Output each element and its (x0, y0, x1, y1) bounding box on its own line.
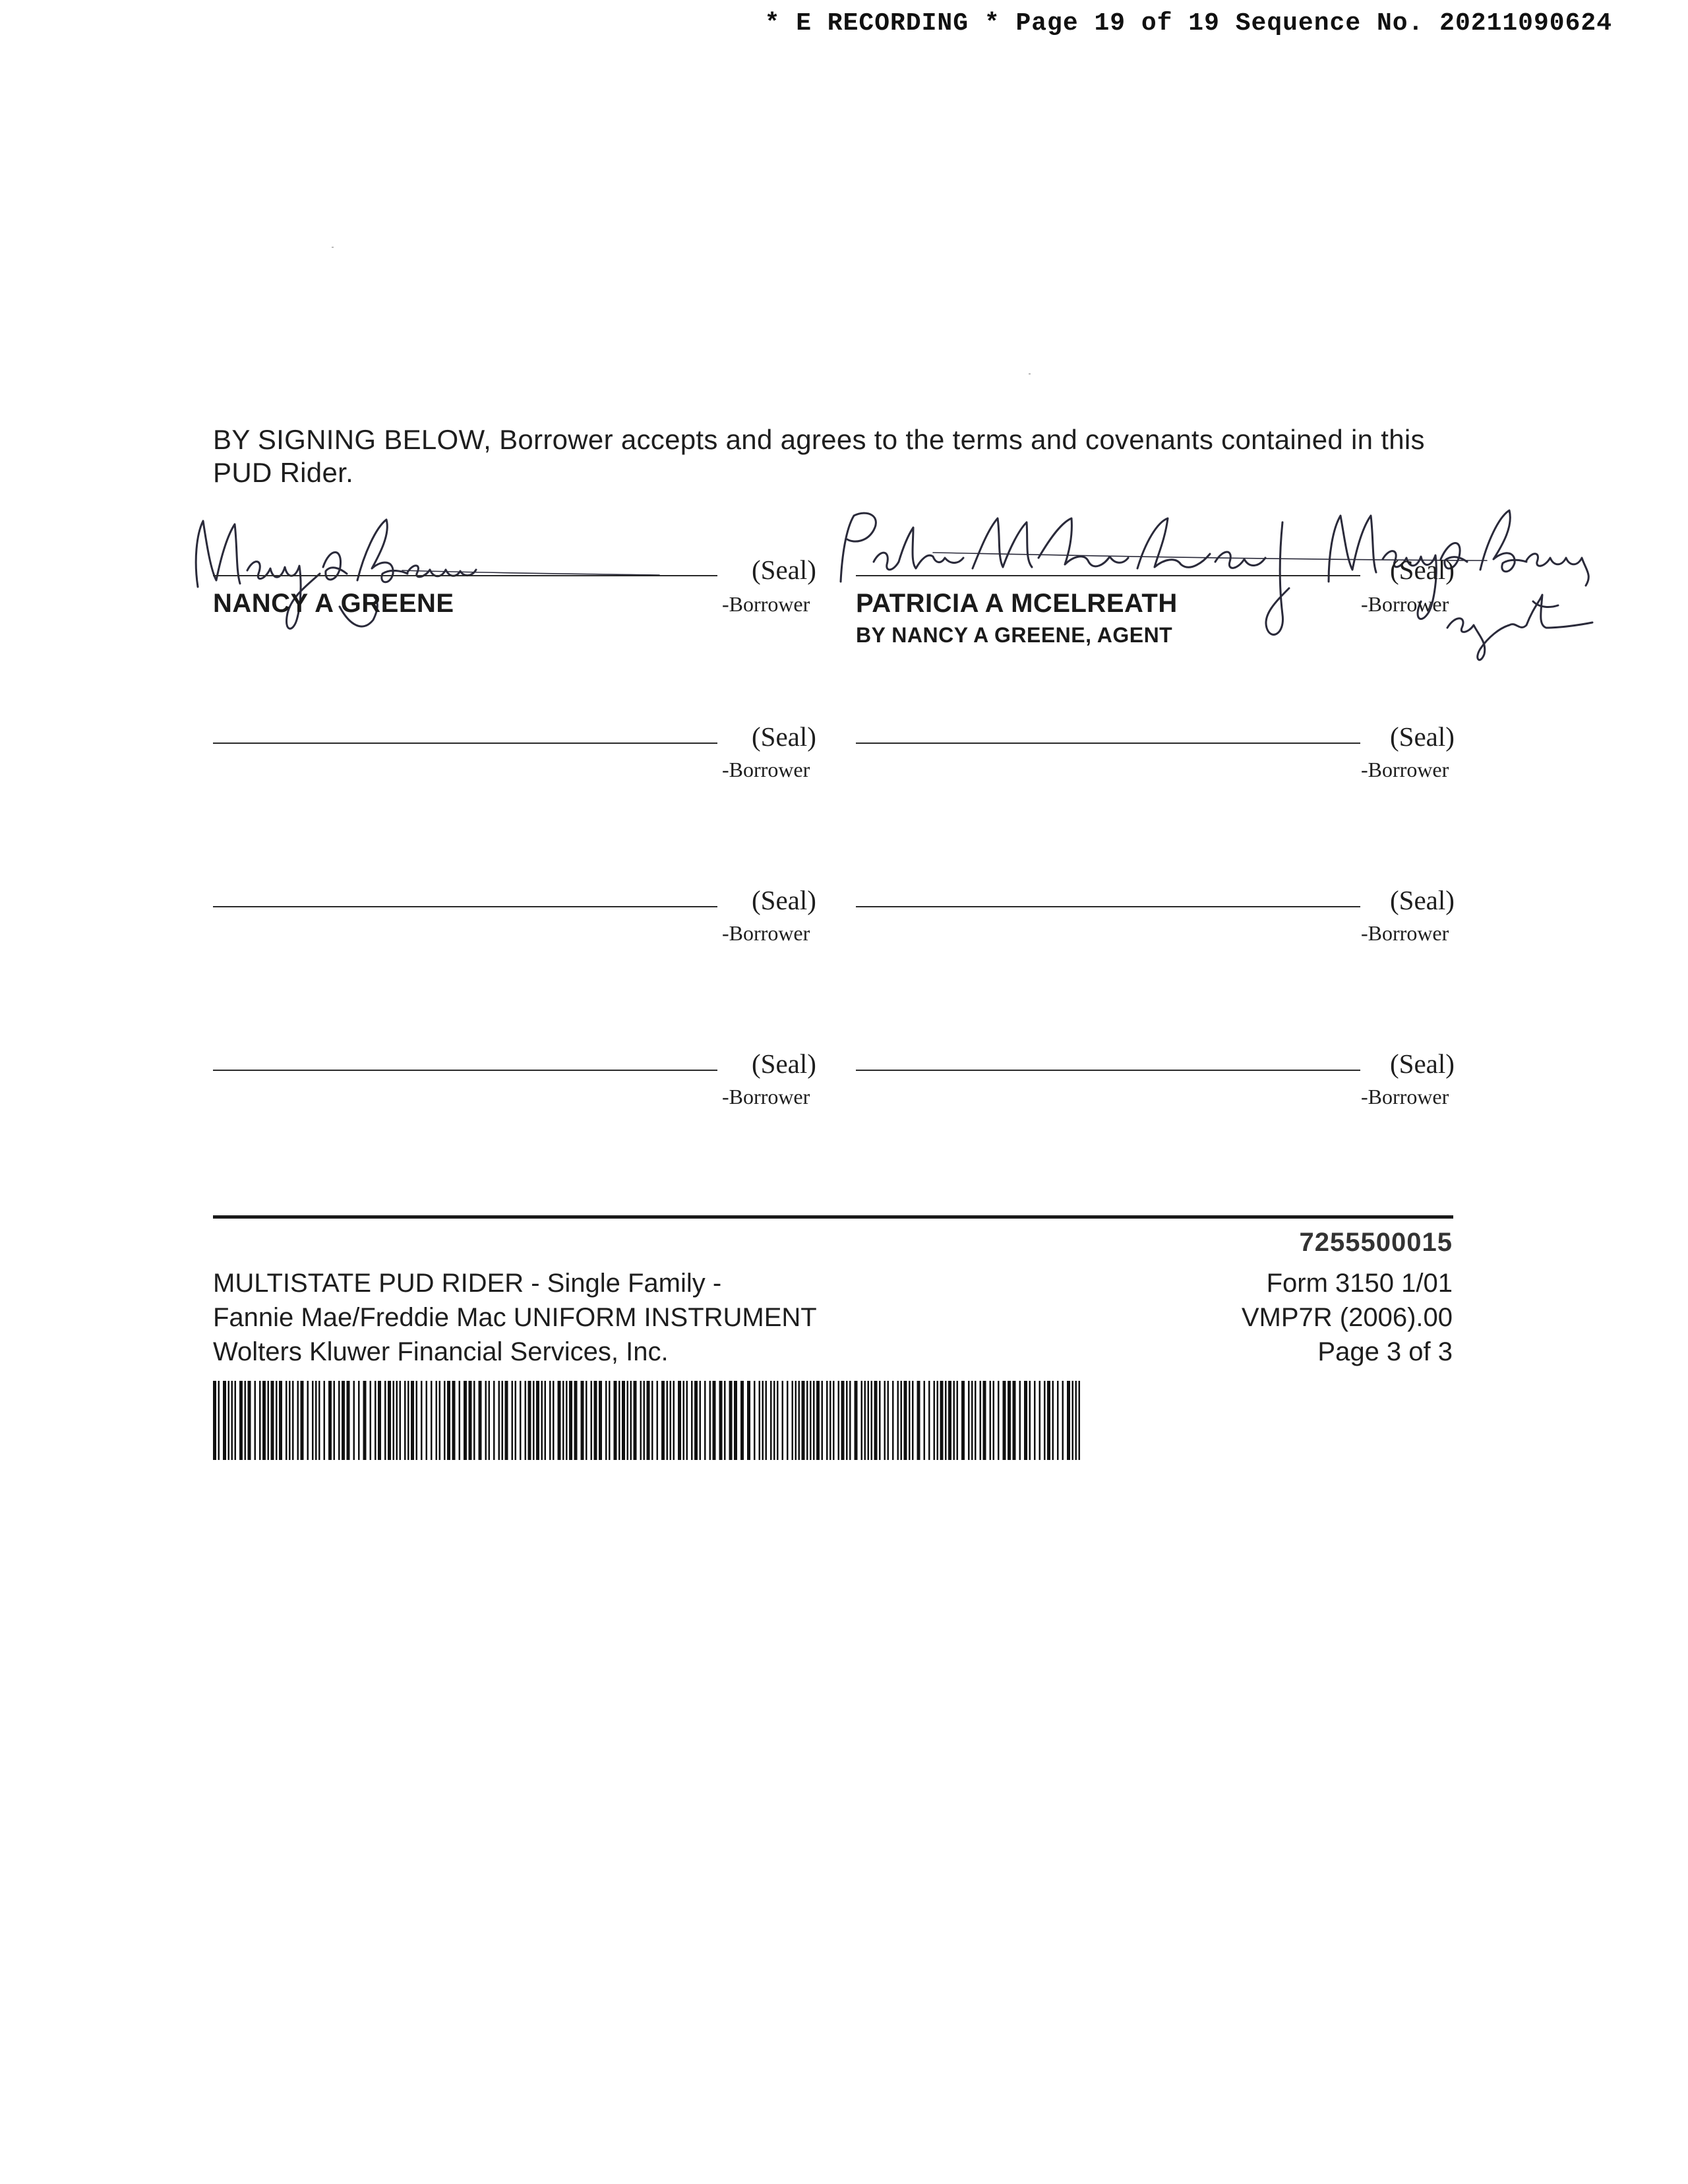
barcode-bar (762, 1381, 764, 1460)
barcode-bar (469, 1381, 472, 1460)
barcode-bar (512, 1381, 514, 1460)
barcode-bar (618, 1381, 620, 1460)
barcode-bar (806, 1381, 808, 1460)
barcode-bar (586, 1381, 588, 1460)
barcode-bar (734, 1381, 737, 1460)
barcode-bar (498, 1381, 500, 1460)
barcode-bar (792, 1381, 794, 1460)
barcode-bar (599, 1381, 602, 1460)
barcode-bar (279, 1381, 282, 1460)
borrower-label: -Borrower (1361, 1085, 1449, 1108)
barcode-bar (505, 1381, 508, 1460)
barcode-bar (897, 1381, 899, 1460)
barcode-bar (1079, 1381, 1081, 1460)
barcode-bar (1072, 1381, 1074, 1460)
barcode-bar (841, 1381, 845, 1460)
barcode-bar (213, 1381, 216, 1460)
barcode-bar (342, 1381, 345, 1460)
barcode-bar (822, 1381, 824, 1460)
barcode-bar (533, 1381, 535, 1460)
barcode-bar (724, 1381, 726, 1460)
barcode-bar (864, 1381, 866, 1460)
barcode-bar (591, 1381, 593, 1460)
barcode-bar (479, 1381, 482, 1460)
barcode-bar (686, 1381, 688, 1460)
barcode-bar (874, 1381, 878, 1460)
barcode-bar (347, 1381, 350, 1460)
seal-label: (Seal) (752, 1048, 816, 1079)
barcode-bar (957, 1381, 959, 1460)
barcode-bar (515, 1381, 517, 1460)
barcode-bar (502, 1381, 504, 1460)
barcode-bar (868, 1381, 870, 1460)
barcode-bar (1039, 1381, 1041, 1460)
form-title-line: MULTISTATE PUD RIDER - Single Family - (213, 1269, 722, 1298)
scan-speck (1029, 373, 1031, 375)
seal-label: (Seal) (1390, 555, 1455, 585)
barcode-bar (292, 1381, 294, 1460)
barcode-bar (700, 1381, 702, 1460)
barcode-bar (802, 1381, 805, 1460)
barcode-bar (795, 1381, 797, 1460)
barcode-bar (384, 1381, 386, 1460)
barcode-bar (416, 1381, 418, 1460)
barcode-bar (846, 1381, 848, 1460)
barcode-bar (1034, 1381, 1036, 1460)
barcode-bar (634, 1381, 637, 1460)
borrower-label: -Borrower (1361, 758, 1449, 781)
barcode-bar (431, 1381, 433, 1460)
barcode-bar (447, 1381, 450, 1460)
barcode-bar (1008, 1381, 1011, 1460)
barcode-bar (609, 1381, 611, 1460)
barcode-bar (940, 1381, 944, 1460)
barcode-bar (400, 1381, 402, 1460)
barcode-bar (709, 1381, 711, 1460)
barcode-bar (948, 1381, 951, 1460)
borrower-label: -Borrower (722, 921, 810, 945)
barcode-bar (307, 1381, 309, 1460)
recording-stamp: * E RECORDING * Page 19 of 19 Sequence No. 20211090624 (764, 9, 1612, 38)
barcode-bar (627, 1381, 629, 1460)
barcode-bar (452, 1381, 456, 1460)
barcode-bar (411, 1381, 414, 1460)
barcode-bar (1075, 1381, 1077, 1460)
barcode-bar (541, 1381, 543, 1460)
barcode-bar (276, 1381, 278, 1460)
barcode-bar (569, 1381, 572, 1460)
seal-label: (Seal) (1390, 885, 1455, 915)
barcode-bar (338, 1381, 340, 1460)
barcode-bar (421, 1381, 423, 1460)
barcode-bar (228, 1381, 230, 1460)
barcode-bar (838, 1381, 840, 1460)
barcode-bar (849, 1381, 851, 1460)
barcode-bar (861, 1381, 863, 1460)
barcode-bar (439, 1381, 441, 1460)
barcode-bar (816, 1381, 820, 1460)
borrower-name: NANCY A GREENE (213, 589, 454, 618)
barcode-bar (782, 1381, 784, 1460)
barcode-bar (248, 1381, 251, 1460)
barcode-bar (289, 1381, 291, 1460)
form-description (213, 1266, 817, 1369)
barcode-bar (622, 1381, 625, 1460)
seal-label: (Seal) (1390, 1048, 1455, 1079)
signature-line (213, 906, 717, 907)
barcode-bar (630, 1381, 632, 1460)
signature-line (856, 575, 1360, 576)
barcode-bar (370, 1381, 372, 1460)
barcode-bar (378, 1381, 381, 1460)
seal-label: (Seal) (752, 721, 816, 752)
signature-line (856, 1070, 1360, 1071)
barcode-bar (312, 1381, 314, 1460)
barcode-bar (1013, 1381, 1016, 1460)
barcode-bar (968, 1381, 970, 1460)
barcode-bar (1003, 1381, 1006, 1460)
barcode-bar (829, 1381, 831, 1460)
barcode-bar (833, 1381, 835, 1460)
seal-label: (Seal) (752, 555, 816, 585)
borrower-label: -Borrower (722, 758, 810, 781)
barcode-bar (651, 1381, 653, 1460)
borrower-label: -Borrower (1361, 592, 1449, 616)
barcode-bar (644, 1381, 646, 1460)
loan-number: 7255500015 (1299, 1228, 1453, 1257)
barcode-bar (799, 1381, 800, 1460)
barcode-bar (271, 1381, 274, 1460)
barcode-bar (297, 1381, 299, 1460)
barcode-bar (740, 1381, 744, 1460)
barcode-bar (459, 1381, 461, 1460)
page-number: Page 3 of 3 (1317, 1337, 1453, 1366)
barcode-bar (426, 1381, 428, 1460)
barcode-bar (1044, 1381, 1046, 1460)
signature-line (213, 1070, 717, 1071)
barcode-bar (574, 1381, 578, 1460)
barcode-bar (407, 1381, 409, 1460)
barcode-bar (990, 1381, 992, 1460)
barcode-bar (324, 1381, 326, 1460)
barcode (213, 1381, 1083, 1460)
barcode-bar (871, 1381, 873, 1460)
barcode-bar (536, 1381, 539, 1460)
barcode-bar (315, 1381, 317, 1460)
signature-line (856, 743, 1360, 744)
barcode-bar (770, 1381, 772, 1460)
barcode-bar (855, 1381, 858, 1460)
barcode-bar (879, 1381, 881, 1460)
barcode-bar (268, 1381, 270, 1460)
barcode-bar (1024, 1381, 1027, 1460)
barcode-bar (993, 1381, 995, 1460)
borrower-label: -Borrower (1361, 921, 1449, 945)
footer-divider (213, 1215, 1453, 1219)
barcode-bar (358, 1381, 360, 1460)
form-number: Form 3150 1/01 (1266, 1269, 1453, 1298)
barcode-bar (262, 1381, 266, 1460)
barcode-bar (766, 1381, 768, 1460)
barcode-bar (975, 1381, 977, 1460)
barcode-bar (937, 1381, 939, 1460)
barcode-bar (912, 1381, 914, 1460)
barcode-bar (1057, 1381, 1059, 1460)
barcode-bar (945, 1381, 947, 1460)
handwritten-signature (185, 508, 528, 646)
barcode-bar (493, 1381, 495, 1460)
barcode-bar (777, 1381, 779, 1460)
barcode-bar (1047, 1381, 1050, 1460)
barcode-bar (375, 1381, 377, 1460)
barcode-bar (520, 1381, 522, 1460)
barcode-bar (909, 1381, 911, 1460)
seal-label: (Seal) (1390, 721, 1455, 752)
barcode-bar (640, 1381, 642, 1460)
borrower-label: -Borrower (722, 592, 810, 616)
signature-line (213, 743, 717, 744)
barcode-bar (239, 1381, 243, 1460)
barcode-bar (953, 1381, 955, 1460)
barcode-bar (904, 1381, 907, 1460)
barcode-bar (729, 1381, 733, 1460)
barcode-bar (218, 1381, 220, 1460)
barcode-bar (353, 1381, 355, 1460)
barcode-bar (934, 1381, 936, 1460)
barcode-bar (928, 1381, 930, 1460)
barcode-bar (719, 1381, 723, 1460)
barcode-bar (301, 1381, 304, 1460)
barcode-bar (393, 1381, 395, 1460)
barcode-bar (528, 1381, 531, 1460)
barcode-bar (605, 1381, 607, 1460)
barcode-bar (334, 1381, 336, 1460)
barcode-bar (396, 1381, 398, 1460)
form-publisher-line: Wolters Kluwer Financial Services, Inc. (213, 1337, 669, 1366)
barcode-bar (489, 1381, 491, 1460)
barcode-bar (545, 1381, 547, 1460)
barcode-bar (901, 1381, 903, 1460)
barcode-bar (924, 1381, 926, 1460)
barcode-bar (388, 1381, 391, 1460)
barcode-bar (691, 1381, 693, 1460)
barcode-bar (713, 1381, 716, 1460)
barcode-bar (971, 1381, 973, 1460)
barcode-bar (363, 1381, 367, 1460)
barcode-bar (657, 1381, 659, 1460)
barcode-bar (581, 1381, 584, 1460)
signature-line (856, 906, 1360, 907)
barcode-bar (328, 1381, 332, 1460)
form-identifiers (1242, 1266, 1453, 1369)
barcode-bar (787, 1381, 789, 1460)
barcode-bar (754, 1381, 756, 1460)
barcode-bar (884, 1381, 886, 1460)
barcode-bar (558, 1381, 561, 1460)
barcode-bar (444, 1381, 446, 1460)
barcode-bar (888, 1381, 889, 1460)
barcode-bar (826, 1381, 828, 1460)
scan-speck (332, 247, 334, 248)
barcode-bar (759, 1381, 761, 1460)
borrower-label: -Borrower (722, 1085, 810, 1108)
barcode-bar (255, 1381, 256, 1460)
agent-subtitle: BY NANCY A GREENE, AGENT (856, 623, 1173, 647)
barcode-bar (566, 1381, 568, 1460)
barcode-bar (661, 1381, 665, 1460)
barcode-bar (318, 1381, 320, 1460)
barcode-bar (1052, 1381, 1054, 1460)
barcode-bar (694, 1381, 698, 1460)
barcode-bar (464, 1381, 467, 1460)
barcode-bar (1029, 1381, 1031, 1460)
barcode-bar (1067, 1381, 1070, 1460)
barcode-bar (614, 1381, 617, 1460)
barcode-bar (773, 1381, 775, 1460)
barcode-bar (670, 1381, 672, 1460)
barcode-bar (961, 1381, 965, 1460)
barcode-bar (1019, 1381, 1021, 1460)
barcode-bar (704, 1381, 706, 1460)
barcode-bar (683, 1381, 685, 1460)
barcode-bar (553, 1381, 555, 1460)
barcode-bar (485, 1381, 487, 1460)
barcode-bar (1062, 1381, 1064, 1460)
barcode-bar (259, 1381, 261, 1460)
signature-line (213, 575, 717, 576)
barcode-bar (473, 1381, 475, 1460)
barcode-bar (245, 1381, 247, 1460)
barcode-bar (223, 1381, 226, 1460)
barcode-bar (747, 1381, 750, 1460)
barcode-bar (810, 1381, 812, 1460)
barcode-bar (436, 1381, 438, 1460)
barcode-bar (231, 1381, 233, 1460)
barcode-bar (983, 1381, 986, 1460)
barcode-bar (673, 1381, 675, 1460)
seal-label: (Seal) (752, 885, 816, 915)
barcode-bar (562, 1381, 564, 1460)
barcode-bar (594, 1381, 597, 1460)
barcode-bar (678, 1381, 681, 1460)
borrower-name: PATRICIA A MCELREATH (856, 589, 1178, 618)
barcode-bar (813, 1381, 815, 1460)
barcode-bar (980, 1381, 982, 1460)
barcode-bar (917, 1381, 920, 1460)
form-title-line: Fannie Mae/Freddie Mac UNIFORM INSTRUMENT (213, 1303, 817, 1332)
barcode-bar (998, 1381, 1000, 1460)
barcode-bar (525, 1381, 527, 1460)
form-version: VMP7R (2006).00 (1241, 1303, 1453, 1332)
barcode-bar (667, 1381, 669, 1460)
barcode-bar (549, 1381, 551, 1460)
barcode-bar (892, 1381, 894, 1460)
barcode-bar (286, 1381, 287, 1460)
barcode-bar (235, 1381, 237, 1460)
barcode-bar (404, 1381, 406, 1460)
acceptance-statement: BY SIGNING BELOW, Borrower accepts and agrees to the terms and covenants contained in this PUD Rider. (213, 424, 1425, 488)
barcode-bar (647, 1381, 650, 1460)
